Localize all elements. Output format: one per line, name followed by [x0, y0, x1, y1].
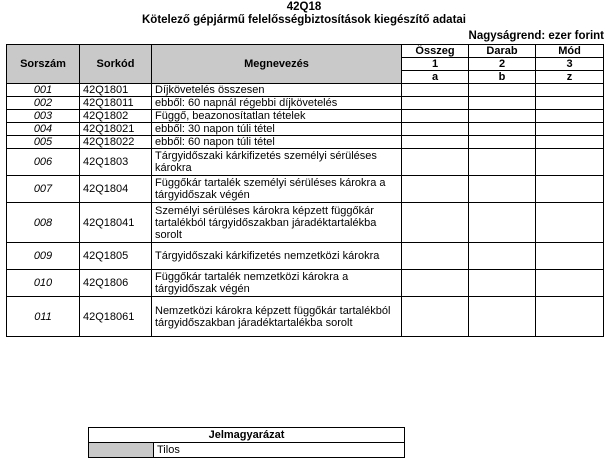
- value-cell-darab[interactable]: [469, 136, 536, 149]
- data-table: [6, 44, 604, 337]
- value-cell-osszeg[interactable]: [402, 84, 469, 97]
- row-serial: 003: [7, 110, 80, 123]
- table-row: [7, 203, 604, 243]
- header-num-3: 3: [536, 58, 604, 71]
- header-col-mod: Mód: [536, 45, 604, 58]
- table-row: [7, 110, 604, 123]
- value-cell-mod[interactable]: [536, 136, 604, 149]
- table-row: [7, 243, 604, 270]
- row-name: Személyi sérüléses károkra képzett függőkár tartalékból tárgyidőszakban járadéktartalékba sorolt: [152, 203, 402, 243]
- report-title: Kötelező gépjármű felelősségbiztosítások kiegészítő adatai: [141, 14, 466, 26]
- row-name: Nemzetközi károkra képzett függőkár tartalékból tárgyidőszakban járadéktartalékba sorolt: [152, 297, 402, 337]
- legend-label: Tilos: [154, 443, 405, 458]
- row-serial: 010: [7, 270, 80, 297]
- value-cell-mod[interactable]: [536, 176, 604, 203]
- table-row: [7, 84, 604, 97]
- header-num-2: 2: [469, 58, 536, 71]
- header-col-osszeg: Összeg: [402, 45, 469, 58]
- row-code: 42Q18021: [80, 123, 152, 136]
- row-name: Tárgyidőszaki kárkifizetés nemzetközi károkra: [152, 243, 402, 270]
- row-code: 42Q1804: [80, 176, 152, 203]
- row-code: 42Q18061: [80, 297, 152, 337]
- value-cell-mod[interactable]: [536, 203, 604, 243]
- report-code: 42Q18: [286, 1, 322, 13]
- row-code: 42Q1805: [80, 243, 152, 270]
- row-code: 42Q1801: [80, 84, 152, 97]
- row-serial: 006: [7, 149, 80, 176]
- value-cell-mod[interactable]: [536, 110, 604, 123]
- header-sorkod: Sorkód: [80, 45, 152, 84]
- value-cell-darab[interactable]: [469, 97, 536, 110]
- row-serial: 008: [7, 203, 80, 243]
- legend-table: [88, 427, 405, 458]
- row-name: ebből: 60 napnál régebbi díjkövetelés: [152, 97, 402, 110]
- header-num-1: 1: [402, 58, 469, 71]
- value-cell-osszeg[interactable]: [402, 149, 469, 176]
- table-row: [7, 297, 604, 337]
- row-name: Függőkár tartalék nemzetközi károkra a tárgyidőszak végén: [152, 270, 402, 297]
- value-cell-darab[interactable]: [469, 270, 536, 297]
- row-name: ebből: 30 napon túli tétel: [152, 123, 402, 136]
- header-letter-a: a: [402, 71, 469, 84]
- value-cell-mod[interactable]: [536, 123, 604, 136]
- value-cell-darab[interactable]: [469, 123, 536, 136]
- value-cell-mod[interactable]: [536, 243, 604, 270]
- value-cell-mod[interactable]: [536, 97, 604, 110]
- table-row: [7, 176, 604, 203]
- row-code: 42Q1806: [80, 270, 152, 297]
- value-cell-mod[interactable]: [536, 84, 604, 97]
- value-cell-darab[interactable]: [469, 149, 536, 176]
- row-serial: 007: [7, 176, 80, 203]
- value-cell-osszeg[interactable]: [402, 110, 469, 123]
- header-col-darab: Darab: [469, 45, 536, 58]
- row-code: 42Q1803: [80, 149, 152, 176]
- row-name: Tárgyidőszaki kárkifizetés személyi sérüléses károkra: [152, 149, 402, 176]
- row-serial: 004: [7, 123, 80, 136]
- value-cell-darab[interactable]: [469, 243, 536, 270]
- value-cell-darab[interactable]: [469, 203, 536, 243]
- row-name: Díjkövetelés összesen: [152, 84, 402, 97]
- value-cell-darab[interactable]: [469, 84, 536, 97]
- legend-title: Jelmagyarázat: [89, 428, 405, 443]
- legend-swatch: [89, 443, 154, 458]
- value-cell-osszeg[interactable]: [402, 136, 469, 149]
- value-cell-osszeg[interactable]: [402, 297, 469, 337]
- row-code: 42Q1802: [80, 110, 152, 123]
- row-serial: 001: [7, 84, 80, 97]
- value-cell-mod[interactable]: [536, 297, 604, 337]
- value-cell-osszeg[interactable]: [402, 203, 469, 243]
- value-cell-darab[interactable]: [469, 110, 536, 123]
- value-cell-osszeg[interactable]: [402, 243, 469, 270]
- value-cell-osszeg[interactable]: [402, 123, 469, 136]
- value-cell-osszeg[interactable]: [402, 270, 469, 297]
- value-cell-osszeg[interactable]: [402, 97, 469, 110]
- value-cell-darab[interactable]: [469, 297, 536, 337]
- row-name: Függő, beazonosítatlan tételek: [152, 110, 402, 123]
- header-megnevezes: Megnevezés: [152, 45, 402, 84]
- unit-label: Nagyságrend: ezer forint: [468, 30, 604, 42]
- header-letter-z: z: [536, 71, 604, 84]
- row-name: Függőkár tartalék személyi sérüléses károkra a tárgyidőszak végén: [152, 176, 402, 203]
- row-serial: 009: [7, 243, 80, 270]
- table-row: [7, 270, 604, 297]
- value-cell-osszeg[interactable]: [402, 176, 469, 203]
- table-row: [7, 136, 604, 149]
- value-cell-mod[interactable]: [536, 149, 604, 176]
- row-code: 42Q18041: [80, 203, 152, 243]
- header-sorszam: Sorszám: [7, 45, 80, 84]
- value-cell-mod[interactable]: [536, 270, 604, 297]
- row-name: ebből: 60 napon túli tétel: [152, 136, 402, 149]
- row-serial: 002: [7, 97, 80, 110]
- row-serial: 005: [7, 136, 80, 149]
- table-row: [7, 149, 604, 176]
- row-code: 42Q18022: [80, 136, 152, 149]
- row-serial: 011: [7, 297, 80, 337]
- row-code: 42Q18011: [80, 97, 152, 110]
- header-letter-b: b: [469, 71, 536, 84]
- table-row: [7, 123, 604, 136]
- value-cell-darab[interactable]: [469, 176, 536, 203]
- table-row: [7, 97, 604, 110]
